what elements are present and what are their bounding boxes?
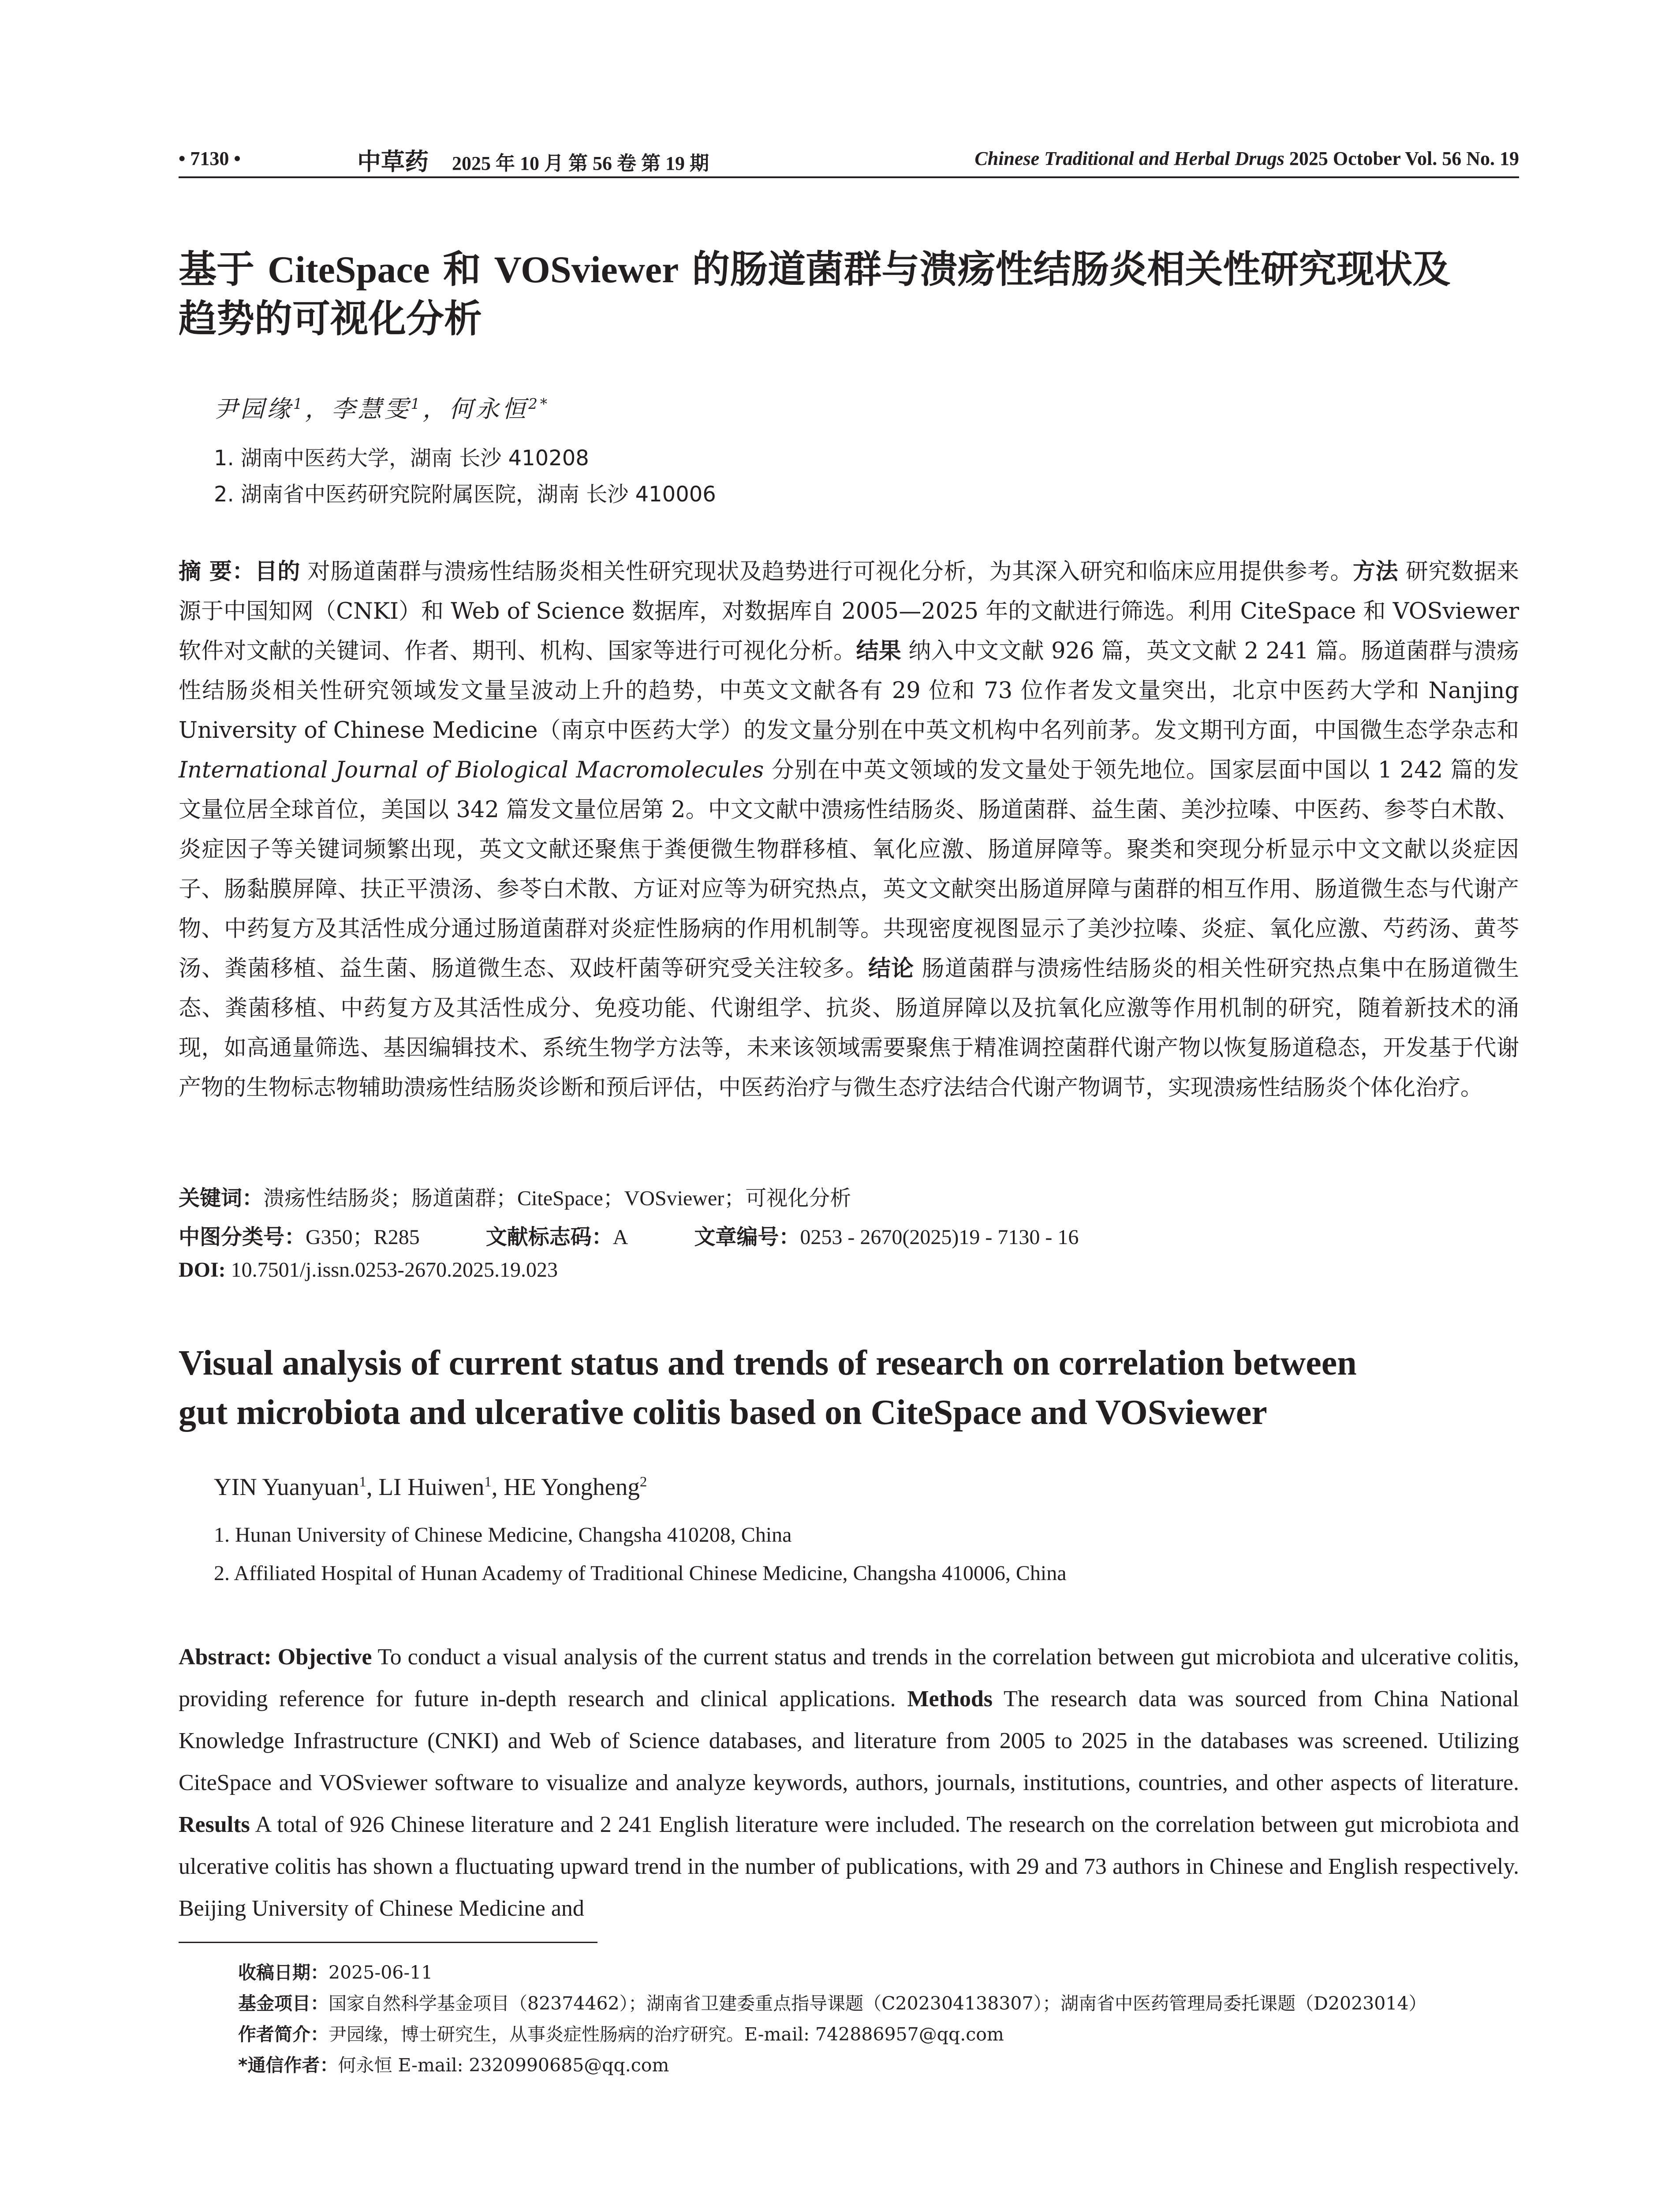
- footnote-divider: [179, 1942, 597, 1943]
- affiliation-cn: 1. 湖南中医药大学，湖南 长沙 410208: [214, 446, 589, 471]
- classification-line: 中图分类号：G350；R285 文献标志码：A 文章编号：0253 - 2670(2025)19 - 7130 - 16: [179, 1225, 1079, 1249]
- author-name: HE Yongheng: [504, 1473, 640, 1500]
- author-name: 李慧雯: [331, 395, 411, 423]
- page-number: • 7130 •: [179, 148, 241, 169]
- issue-en: 2025 October Vol. 56 No. 19: [1289, 148, 1519, 169]
- footnote-funding: 基金项目：国家自然科学基金项目（82374462）；湖南省卫建委重点指导课题（C202304138307）；湖南省中医药管理局委托课题（D2023014）: [238, 1993, 1427, 2014]
- author-name: 尹园缘: [214, 395, 293, 423]
- affiliation-en: 2. Affiliated Hospital of Hunan Academy of Traditional Chinese Medicine, Changsha 410006, China: [214, 1562, 1067, 1585]
- authors-cn: 尹园缘$^1$，李慧雯$^1$，何永恒$^{2*}$: [214, 395, 550, 423]
- author-name: 何永恒: [449, 395, 529, 423]
- journal-name-en: Chinese Traditional and Herbal Drugs: [974, 148, 1284, 169]
- header-divider: [179, 176, 1519, 178]
- footnote-author-bio: 作者简介：尹园缘，博士研究生，从事炎症性肠病的治疗研究。E-mail: 742886957@qq.com: [238, 2024, 1004, 2045]
- doi-line: DOI: 10.7501/j.issn.0253-2670.2025.19.023: [179, 1258, 558, 1282]
- footnote-received: 收稿日期：2025-06-11: [238, 1962, 433, 1983]
- keywords: 关键词：溃疡性结肠炎；肠道菌群；CiteSpace；VOSviewer；可视化分析: [179, 1186, 851, 1211]
- affiliation-cn: 2. 湖南省中医药研究院附属医院，湖南 长沙 410006: [214, 482, 716, 507]
- doi-link[interactable]: 10.7501/j.issn.0253-2670.2025.19.023: [225, 1258, 558, 1282]
- authors-en: YIN Yuanyuan$^1$, LI Huiwen$^1$, HE Yongheng$^2$: [214, 1473, 647, 1500]
- running-header: [179, 140, 1519, 176]
- author-name: LI Huiwen: [378, 1473, 485, 1500]
- issue-info-cn: 2025 年 10 月 第 56 卷 第 19 期: [452, 153, 709, 174]
- journal-name-cn: 中草药: [357, 148, 429, 176]
- title-en: Visual analysis of current status and trends of research on correlation between gut microbiota and ulcerative colitis based on CiteSpace and VOSviewer: [179, 1344, 1357, 1432]
- title-cn: 基于 CiteSpace 和 VOSviewer 的肠道菌群与溃疡性结肠炎相关性研究现状及 趋势的可视化分析: [179, 247, 1451, 341]
- footnote-corresponding: *通信作者：何永恒 E-mail: 2320990685@qq.com: [238, 2055, 669, 2076]
- affiliation-en: 1. Hunan University of Chinese Medicine, Changsha 410208, China: [214, 1523, 792, 1547]
- author-name: YIN Yuanyuan: [214, 1473, 359, 1500]
- issue-info-en: [974, 147, 1519, 170]
- abstract-en: Abstract: Objective To conduct a visual analysis of the current status and trends in the correlation between gut microbiota and ulcerative colitis, providing reference for future in-depth research and clinical applications. Methods The research data was sourced from China National Knowledge Infrastructure (CNKI) and Web of Science databases, and literature from 2005 to 2025 in the databases was screened. Utilizing CiteSpace and VOSviewer software to visualize and analyze keywords, authors, journals, institutions, countries, and other aspects of literature. Results A total of 926 Chinese literature and 2 241 English literature were included. The research on the correlation between gut microbiota and ulcerative colitis has shown a fluctuating upward trend in the number of publications, with 29 and 73 authors in Chinese and English respectively. Beijing University of Chinese Medicine and: [179, 1644, 1519, 1921]
- abstract-cn: 摘 要：目的 对肠道菌群与溃疡性结肠炎相关性研究现状及趋势进行可视化分析，为其深入研究和临床应用提供参考。方法 研究数据来源于中国知网（CNKI）和 Web of Science 数据库，对数据库自 2005—2025 年的文献进行筛选。利用 CiteSpace 和 VOSviewer 软件对文献的关键词、作者、期刊、机构、国家等进行可视化分析。结果 纳入中文文献 926 篇，英文文献 2 241 篇。肠道菌群与溃疡性结肠炎相关性研究领域发文量呈波动上升的趋势，中英文文献各有 29 位和 73 位作者发文量突出，北京中医药大学和 Nanjing University of Chinese Medicine（南京中医药大学）的发文量分别在中英文机构中名列前茅。发文期刊方面，中国微生态学杂志和 International Journal of Biological Macromolecules 分别在中英文领域的发文量处于领先地位。国家层面中国以 1 242 篇的发文量位居全球首位，美国以 342 篇发文量位居第 2。中文文献中溃疡性结肠炎、肠道菌群、益生菌、美沙拉嗪、中医药、参苓白术散、炎症因子等关键词频繁出现，英文文献还聚焦于粪便微生物群移植、氧化应激、肠道屏障等。聚类和突现分析显示中文文献以炎症因子、肠黏膜屏障、扶正平溃汤、参苓白术散、方证对应等为研究热点，英文文献突出肠道屏障与菌群的相互作用、肠道微生态与代谢产物、中药复方及其活性成分通过肠道菌群对炎症性肠病的作用机制等。共现密度视图显示了美沙拉嗪、炎症、氧化应激、芍药汤、黄芩汤、粪菌移植、益生菌、肠道微生态、双歧杆菌等研究受关注较多。结论 肠道菌群与溃疡性结肠炎的相关性研究热点集中在肠道微生态、粪菌移植、中药复方及其活性成分、免疫功能、代谢组学、抗炎、肠道屏障以及抗氧化应激等作用机制的研究，随着新技术的涌现，如高通量筛选、基因编辑技术、系统生物学方法等，未来该领域需要聚焦于精准调控菌群代谢产物以恢复肠道稳态，开发基于代谢产物的生物标志物辅助溃疡性结肠炎诊断和预后评估，中医药治疗与微生态疗法结合代谢产物调节，实现溃疡性结肠炎个体化治疗。: [179, 559, 1519, 1101]
